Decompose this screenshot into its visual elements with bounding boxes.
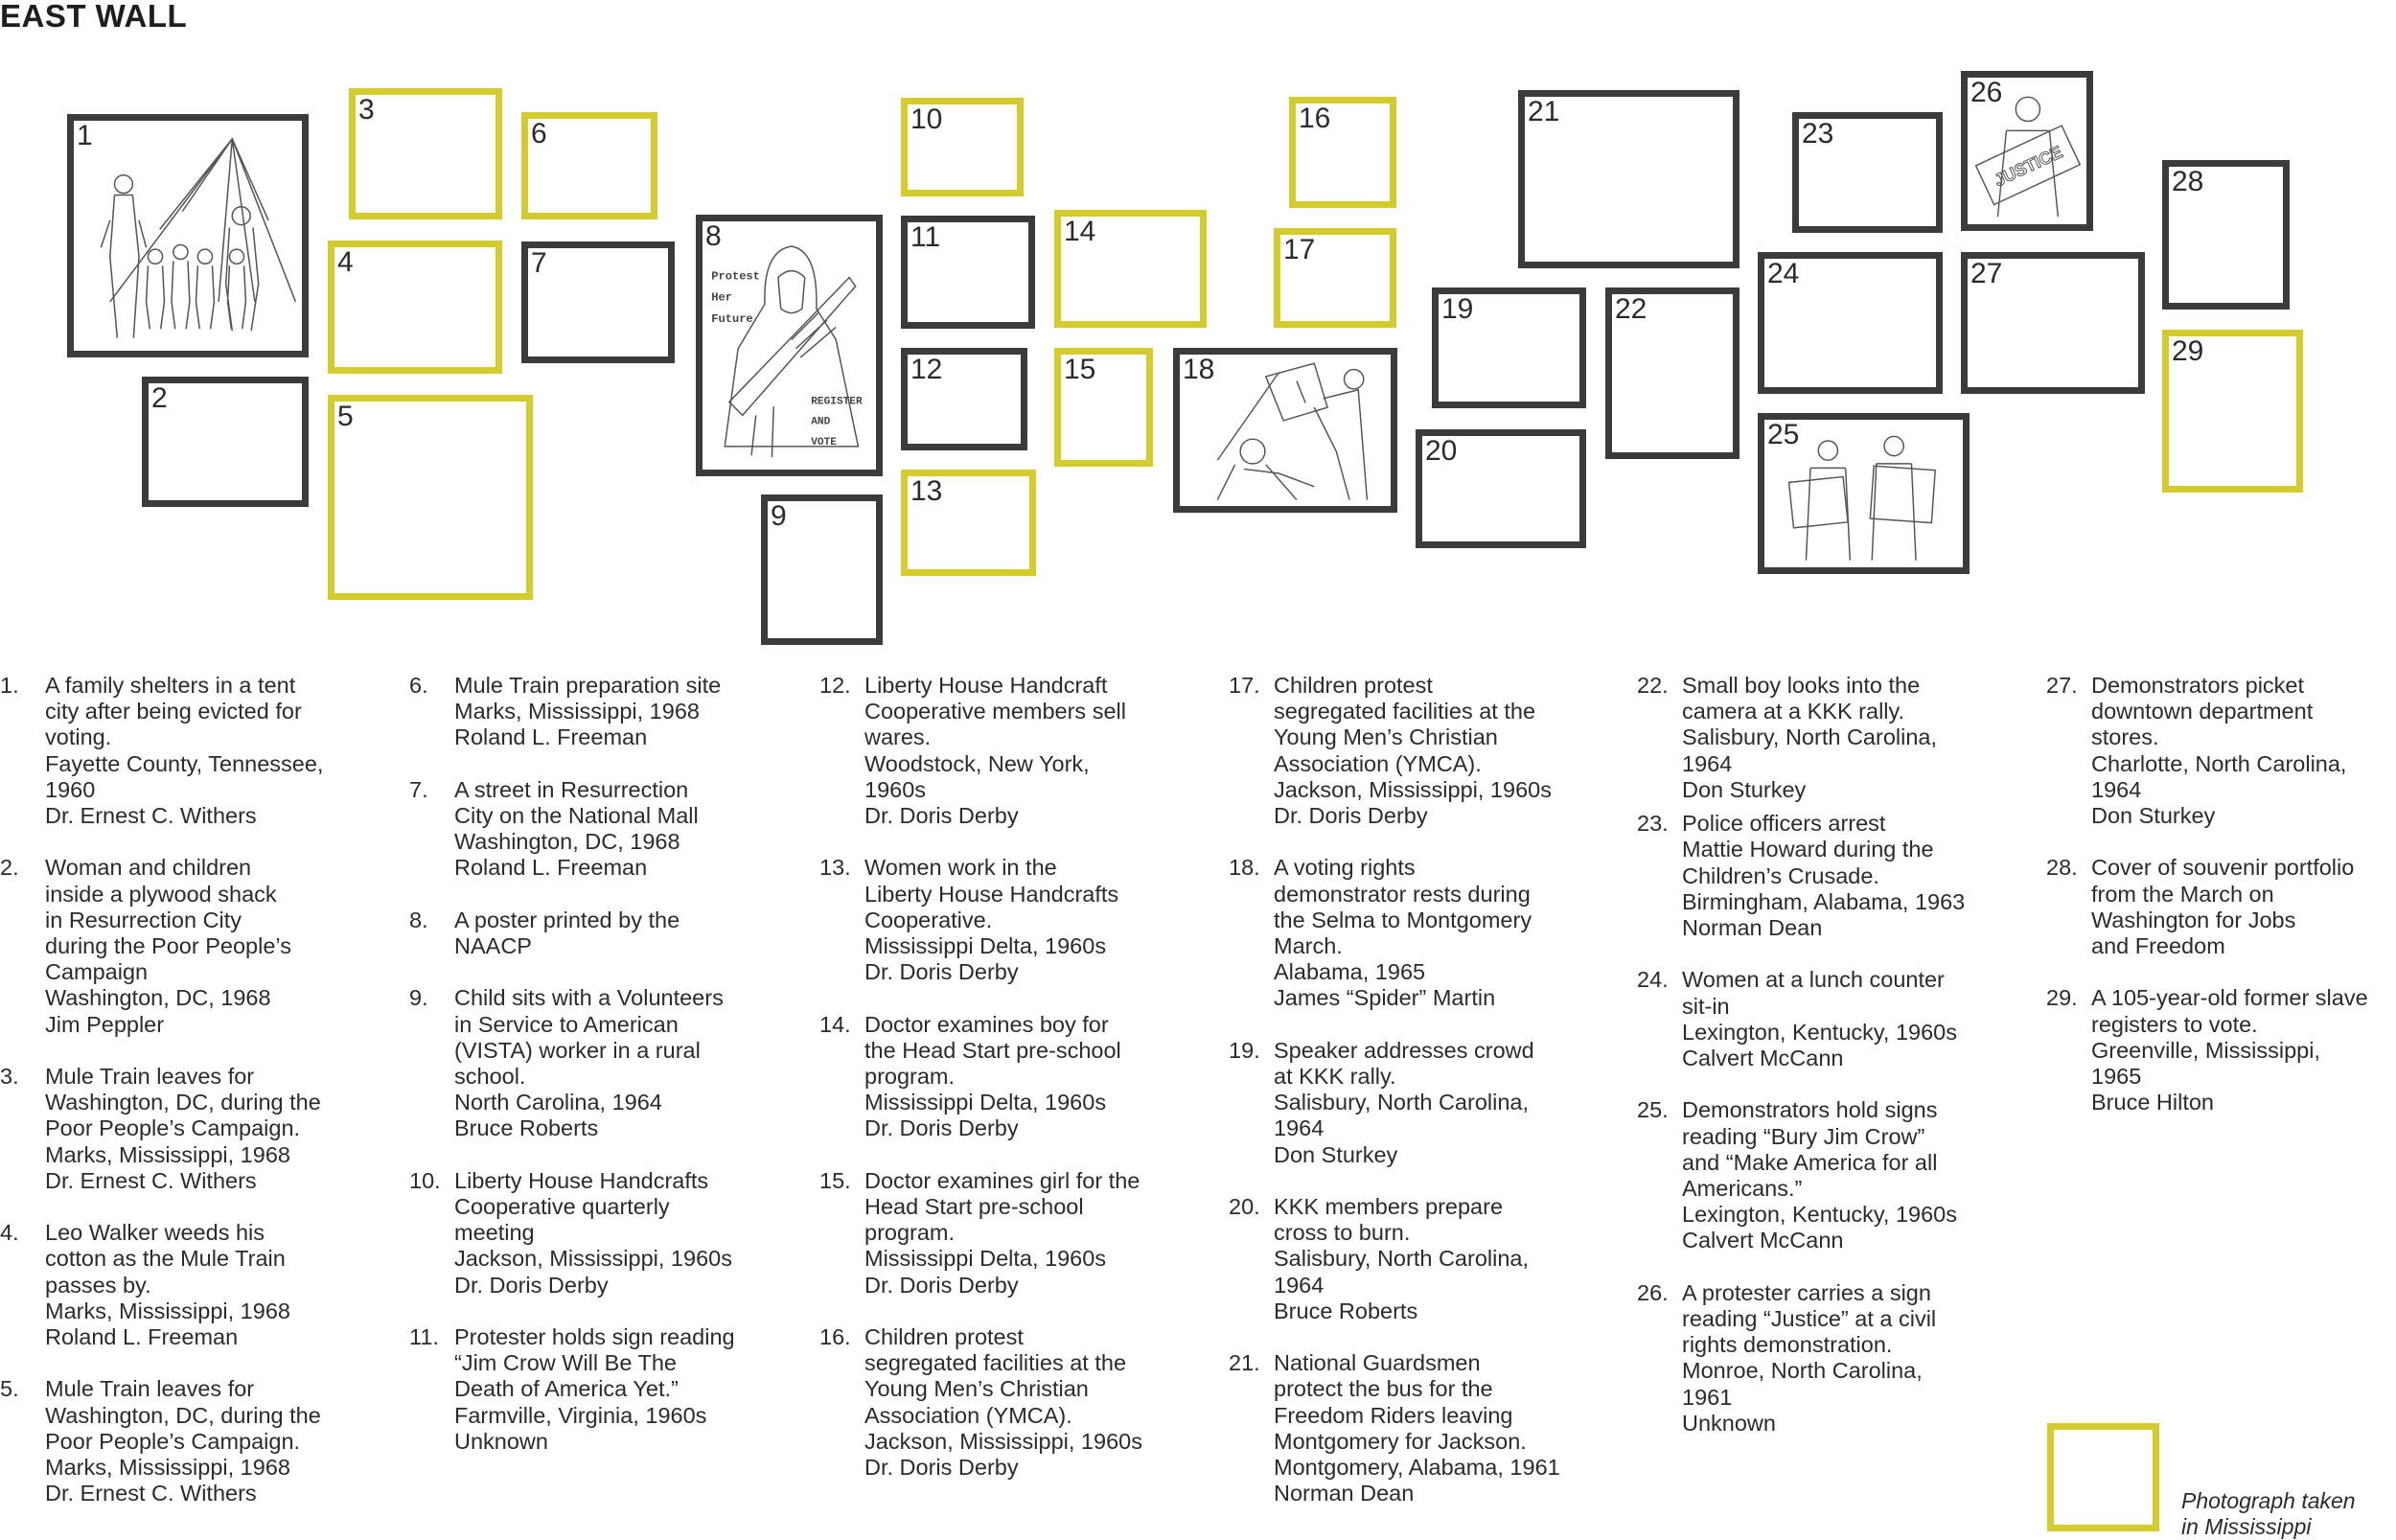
caption-text: Women at a lunch counter sit-in Lexington, Kentucky, 1960s Calvert McCann <box>1682 967 1957 1071</box>
frame-12[interactable] <box>901 348 1027 450</box>
frame-number: 19 <box>1441 293 1474 325</box>
frame-number: 8 <box>705 220 722 252</box>
frame-19[interactable] <box>1432 287 1586 408</box>
caption-entry <box>0 1376 398 1506</box>
caption-entry <box>1637 967 2035 1071</box>
caption-text: Doctor examines boy for the Head Start pre-school program. Mississippi Delta, 1960s Dr. Doris Derby <box>864 1011 1121 1141</box>
caption-entry <box>819 1012 1217 1142</box>
caption-text: A street in Resurrection City on the National Mall Washington, DC, 1968 Roland L. Freeman <box>454 776 699 881</box>
frame-number: 11 <box>910 221 941 253</box>
caption-number: 27. <box>2046 673 2078 698</box>
frame-number: 7 <box>531 247 547 279</box>
caption-column-1 <box>0 673 398 1533</box>
caption-entry <box>1637 811 2035 941</box>
frame-26[interactable] <box>1961 71 2093 231</box>
frame-29[interactable] <box>2162 330 2303 493</box>
frame-17[interactable] <box>1274 228 1396 328</box>
caption-text: Women work in the Liberty House Handcrafts Cooperative. Mississippi Delta, 1960s Dr. Doris Derby <box>864 855 1119 985</box>
frame-27[interactable] <box>1961 252 2145 394</box>
frame-21[interactable] <box>1518 90 1739 268</box>
caption-entry <box>409 777 807 882</box>
caption-entry <box>0 1064 398 1194</box>
caption-number: 6. <box>409 673 428 698</box>
caption-entry <box>1229 855 1626 1011</box>
frame-number: 6 <box>531 118 547 149</box>
caption-text: A protester carries a sign reading “Justice” at a civil rights demonstration. Monroe, North Carolina, 1961 Unknown <box>1682 1279 1937 1436</box>
frame-number: 24 <box>1767 258 1800 289</box>
caption-entry <box>819 673 1217 829</box>
frame-22[interactable] <box>1605 287 1739 459</box>
caption-number: 11. <box>409 1324 439 1349</box>
frame-number: 17 <box>1283 234 1316 265</box>
caption-number: 21. <box>1229 1350 1260 1376</box>
caption-number: 24. <box>1637 967 1669 993</box>
caption-text: Doctor examines girl for the Head Start pre-school program. Mississippi Delta, 1960s Dr. Doris Derby <box>864 1167 1140 1298</box>
caption-number: 4. <box>0 1220 19 1246</box>
caption-column-6 <box>2046 673 2396 1142</box>
caption-text: Demonstrators picket downtown department stores. Charlotte, North Carolina, 1964 Don Sturkey <box>2091 673 2347 829</box>
poster-text-future: Future <box>711 311 753 326</box>
caption-text: Mule Train leaves for Washington, DC, during the Poor People’s Campaign. Marks, Mississippi, 1968 Dr. Ernest C. Withers <box>45 1376 321 1506</box>
caption-number: 26. <box>1637 1279 1669 1305</box>
caption-text: National Guardsmen protect the bus for the Freedom Riders leaving Montgomery for Jackson. Montgomery, Alabama, 1961 Norman Dean <box>1274 1350 1560 1506</box>
caption-text: Liberty House Handcrafts Cooperative quarterly meeting Jackson, Mississippi, 1960s Dr. Doris Derby <box>454 1167 732 1298</box>
caption-entry <box>1637 1280 2035 1437</box>
caption-entry <box>2046 985 2396 1115</box>
caption-entry <box>1637 1097 2035 1253</box>
caption-number: 3. <box>0 1064 19 1090</box>
justice-sign-text: JUSTICE <box>1991 142 2066 191</box>
caption-number: 12. <box>819 673 851 698</box>
frame-9[interactable] <box>761 494 883 645</box>
frame-1[interactable] <box>67 114 309 357</box>
caption-column-2 <box>409 673 807 1481</box>
caption-entry <box>409 673 807 751</box>
frame-number: 5 <box>337 401 354 432</box>
caption-entry <box>409 1168 807 1299</box>
frame-number: 25 <box>1767 419 1800 450</box>
caption-number: 22. <box>1637 673 1669 698</box>
caption-text: Small boy looks into the camera at a KKK rally. Salisbury, North Carolina, 1964 Don Sturkey <box>1682 673 1938 802</box>
caption-text: Speaker addresses crowd at KKK rally. Salisbury, North Carolina, 1964 Don Sturkey <box>1274 1037 1534 1167</box>
frame-number: 20 <box>1425 435 1458 467</box>
caption-entry <box>409 985 807 1141</box>
frame-4[interactable] <box>328 241 502 374</box>
frame-15[interactable] <box>1054 348 1153 467</box>
wall-title: EAST WALL <box>0 0 188 34</box>
caption-number: 17. <box>1229 673 1260 698</box>
caption-number: 13. <box>819 855 851 881</box>
poster-text-protest: Protest <box>711 269 760 284</box>
frame-24[interactable] <box>1758 252 1943 394</box>
frame-3[interactable] <box>349 88 502 219</box>
frame-number: 12 <box>910 354 943 385</box>
legend-label: Photograph taken in Mississippi <box>2181 1488 2356 1539</box>
caption-entry <box>1229 1038 1626 1168</box>
frame-6[interactable] <box>521 112 657 219</box>
caption-text: Police officers arrest Mattie Howard during the Children’s Crusade. Birmingham, Alabama, 1963 Norman Dean <box>1682 811 1966 941</box>
frame-14[interactable] <box>1054 210 1207 328</box>
caption-column-4 <box>1229 673 1626 1533</box>
frame-11[interactable] <box>901 216 1035 329</box>
frame-number: 22 <box>1615 293 1647 325</box>
caption-number: 25. <box>1637 1097 1669 1123</box>
frame-7[interactable] <box>521 241 675 363</box>
caption-text: A 105-year-old former slave registers to vote. Greenville, Mississippi, 1965 Bruce Hilton <box>2091 985 2368 1115</box>
frame-13[interactable] <box>901 470 1036 576</box>
caption-text: Woman and children inside a plywood shack in Resurrection City during the Poor People’s Campaign Washington, DC, 1968 Jim Peppler <box>45 855 291 1037</box>
frame-number: 21 <box>1528 96 1560 127</box>
caption-number: 8. <box>409 907 428 932</box>
frame-5[interactable] <box>328 395 533 600</box>
caption-text: A family shelters in a tent city after being evicted for voting. Fayette County, Tennessee, 1960 Dr. Ernest C. Withers <box>45 673 324 829</box>
caption-text: Leo Walker weeds his cotton as the Mule Train passes by. Marks, Mississippi, 1968 Roland L. Freeman <box>45 1220 290 1350</box>
caption-number: 29. <box>2046 985 2078 1011</box>
frame-number: 16 <box>1299 103 1331 134</box>
frame-8[interactable] <box>696 215 883 476</box>
caption-text: Demonstrators hold signs reading “Bury Jim Crow” and “Make America for all Americans.” Lexington, Kentucky, 1960s Calvert McCann <box>1682 1097 1957 1253</box>
caption-text: Children protest segregated facilities at the Young Men’s Christian Association (YMCA). Jackson, Mississippi, 1960s Dr. Doris Derby <box>864 1324 1142 1481</box>
frame-number: 26 <box>1970 77 2003 108</box>
caption-entry <box>409 1324 807 1455</box>
caption-text: Mule Train preparation site Marks, Mississippi, 1968 Roland L. Freeman <box>454 673 722 750</box>
caption-text: Protester holds sign reading “Jim Crow Will Be The Death of America Yet.” Farmville, Virginia, 1960s Unknown <box>454 1324 735 1454</box>
caption-number: 20. <box>1229 1194 1260 1220</box>
caption-number: 16. <box>819 1324 851 1350</box>
frame-number: 13 <box>910 475 943 507</box>
frame-23[interactable] <box>1792 112 1943 233</box>
caption-entry <box>409 908 807 959</box>
caption-text: Liberty House Handcraft Cooperative members sell wares. Woodstock, New York, 1960s Dr. Doris Derby <box>864 673 1126 829</box>
caption-number: 5. <box>0 1376 19 1402</box>
caption-number: 18. <box>1229 855 1260 881</box>
caption-number: 2. <box>0 855 19 881</box>
poster-text-vote: VOTE <box>811 436 837 448</box>
caption-entry <box>819 855 1217 985</box>
caption-number: 10. <box>409 1167 441 1193</box>
caption-text: A poster printed by the NAACP <box>454 907 680 958</box>
frame-10[interactable] <box>901 98 1024 196</box>
frame-number: 23 <box>1802 118 1834 149</box>
caption-number: 15. <box>819 1167 851 1193</box>
frame-18[interactable] <box>1173 348 1397 513</box>
poster-illustration <box>703 221 876 470</box>
caption-text: KKK members prepare cross to burn. Salisbury, North Carolina, 1964 Bruce Roberts <box>1274 1194 1530 1323</box>
frame-number: 27 <box>1970 258 2003 289</box>
frame-2[interactable] <box>142 377 309 507</box>
caption-text: Child sits with a Volunteers in Service to American (VISTA) worker in a rural school. North Carolina, 1964 Bruce Roberts <box>454 985 724 1141</box>
caption-text: Mule Train leaves for Washington, DC, during the Poor People’s Campaign. Marks, Mississippi, 1968 Dr. Ernest C. Withers <box>45 1064 321 1193</box>
family-tent-illustration <box>74 121 302 351</box>
caption-entry <box>2046 855 2396 959</box>
frame-25[interactable] <box>1758 413 1970 574</box>
caption-entry <box>1637 673 2035 803</box>
poster-text-her: Her <box>711 290 732 305</box>
caption-number: 19. <box>1229 1037 1260 1063</box>
poster-text-and: AND <box>811 416 831 428</box>
caption-entry <box>0 1220 398 1350</box>
frame-number: 2 <box>151 382 168 414</box>
caption-entry <box>1229 1194 1626 1324</box>
frame-28[interactable] <box>2162 160 2290 310</box>
caption-number: 9. <box>409 985 428 1011</box>
frame-number: 4 <box>337 246 354 278</box>
caption-entry <box>819 1168 1217 1299</box>
frame-number: 14 <box>1064 216 1096 247</box>
caption-number: 23. <box>1637 811 1669 837</box>
poster-text-register: REGISTER <box>811 396 863 408</box>
frame-20[interactable] <box>1416 429 1586 548</box>
caption-entry <box>819 1324 1217 1481</box>
caption-text: A voting rights demonstrator rests during the Selma to Montgomery March. Alabama, 1965 James “Spider” Martin <box>1274 855 1532 1011</box>
caption-entry <box>1229 673 1626 829</box>
caption-entry <box>2046 673 2396 829</box>
caption-number: 14. <box>819 1011 851 1037</box>
caption-number: 28. <box>2046 855 2078 881</box>
caption-column-3 <box>819 673 1217 1506</box>
frame-number: 29 <box>2172 335 2204 367</box>
frame-number: 18 <box>1183 354 1215 385</box>
frame-number: 3 <box>358 94 375 126</box>
caption-number: 1. <box>0 673 19 698</box>
caption-text: Cover of souvenir portfolio from the March on Washington for Jobs and Freedom <box>2091 855 2355 959</box>
legend-swatch <box>2047 1423 2159 1531</box>
frame-number: 28 <box>2172 166 2204 197</box>
frame-number: 9 <box>771 500 787 532</box>
frame-16[interactable] <box>1289 97 1396 208</box>
caption-entry <box>0 673 398 829</box>
caption-entry <box>1229 1350 1626 1506</box>
caption-entry <box>0 855 398 1037</box>
frame-number: 10 <box>910 103 943 135</box>
caption-column-5 <box>1637 673 2035 1462</box>
caption-number: 7. <box>409 776 428 802</box>
caption-text: Children protest segregated facilities at the Young Men’s Christian Association (YMCA). Jackson, Mississippi, 1960s Dr. Doris Derby <box>1274 673 1552 829</box>
frame-number: 15 <box>1064 354 1096 385</box>
frame-number: 1 <box>77 120 93 151</box>
